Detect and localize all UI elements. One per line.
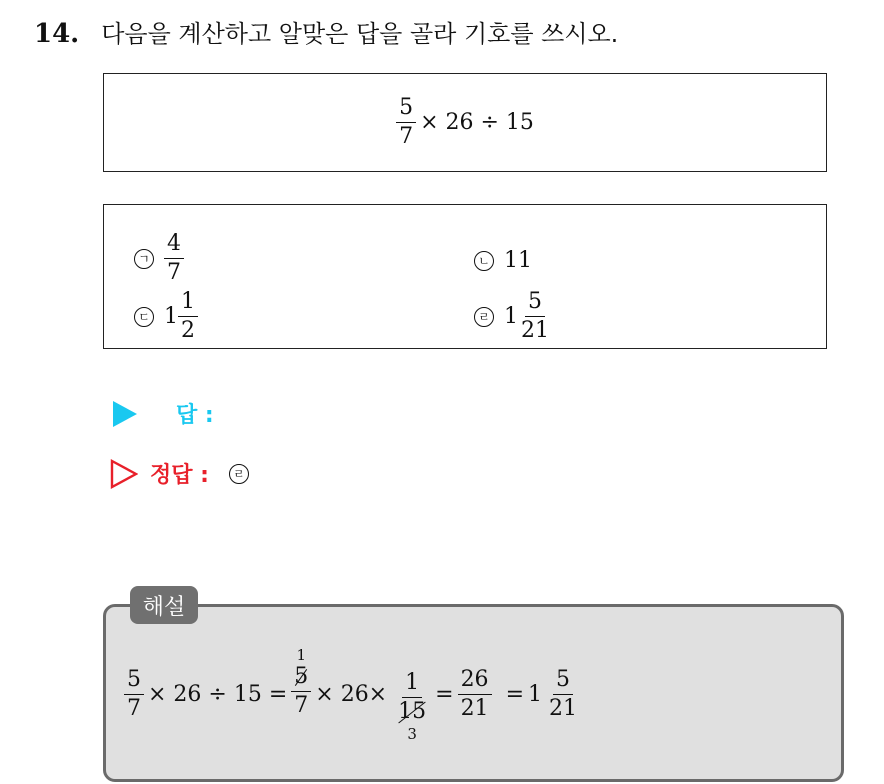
solution-step2-den: 7 [294, 693, 309, 718]
answer-label: 답 : [176, 403, 214, 428]
choice-c-mixed: 1 $\frac{1}{2}$ [164, 291, 198, 342]
play-outline-arrow-icon [110, 459, 138, 489]
play-arrow-icon [112, 400, 138, 428]
answer-line [112, 398, 214, 429]
solution-step3-num: 1 [402, 672, 422, 698]
choice-a [134, 233, 184, 284]
solution-step5-whole: 1 [528, 682, 542, 707]
choice-d-fraction: $\frac{5}{21}$ [521, 289, 549, 343]
choice-b [474, 248, 532, 273]
solution-step2-cancel-top: 1 [296, 646, 307, 664]
choice-d-mixed: 1 $\frac{5}{21}$ [504, 291, 552, 342]
solution-step5-eq: = [505, 682, 524, 707]
solution-step2-num: 5 [294, 664, 309, 689]
expression [396, 97, 534, 148]
solution-tag: 해설 [130, 586, 198, 624]
solution-step5-fraction: $\frac{5}{21}$ [549, 667, 577, 721]
choice-b-mark: ㄴ [474, 251, 494, 271]
solution-step4-eq: = [435, 682, 454, 707]
choice-c [134, 291, 198, 342]
choice-a-fraction: $\frac{4}{7}$ [164, 233, 184, 284]
correct-answer-mark: ㄹ [229, 464, 249, 484]
solution-step4-fraction: $\frac{26}{21}$ [458, 669, 492, 720]
choices-box [103, 204, 827, 349]
solution-step3-fraction [395, 672, 429, 723]
question-text: 다음을 계산하고 알맞은 답을 골라 기호를 쓰시오. [101, 20, 619, 48]
solution-step1-fraction: $\frac{5}{7}$ [124, 669, 144, 720]
choice-c-mark: ㄷ [134, 307, 154, 327]
solution-step2-fraction [291, 666, 311, 717]
solution-step3-den: 15 [398, 699, 427, 724]
correct-answer-line [110, 458, 249, 489]
choice-b-value: 11 [504, 248, 532, 273]
choice-d-mark: ㄹ [474, 307, 494, 327]
expression-box [103, 73, 827, 172]
question-number: 14. [34, 19, 80, 49]
choice-d [474, 291, 552, 342]
question-header [34, 14, 618, 49]
solution-equation [124, 646, 580, 743]
solution-step3-cancel [395, 672, 429, 743]
expression-fraction: $\frac{5}{7}$ [396, 97, 416, 148]
choice-c-fraction: $\frac{1}{2}$ [178, 291, 198, 342]
expression-rest: × 26 ÷ 15 [420, 110, 534, 135]
solution-step2-cancel [291, 646, 311, 717]
solution-step3-cancel-bottom: 3 [407, 725, 417, 743]
choice-a-mark: ㄱ [134, 249, 154, 269]
solution-step1-rest: × 26 ÷ 15 = [148, 682, 288, 707]
solution-step2-mid: × 26× [315, 682, 388, 707]
correct-answer-label: 정답 : [150, 463, 209, 488]
